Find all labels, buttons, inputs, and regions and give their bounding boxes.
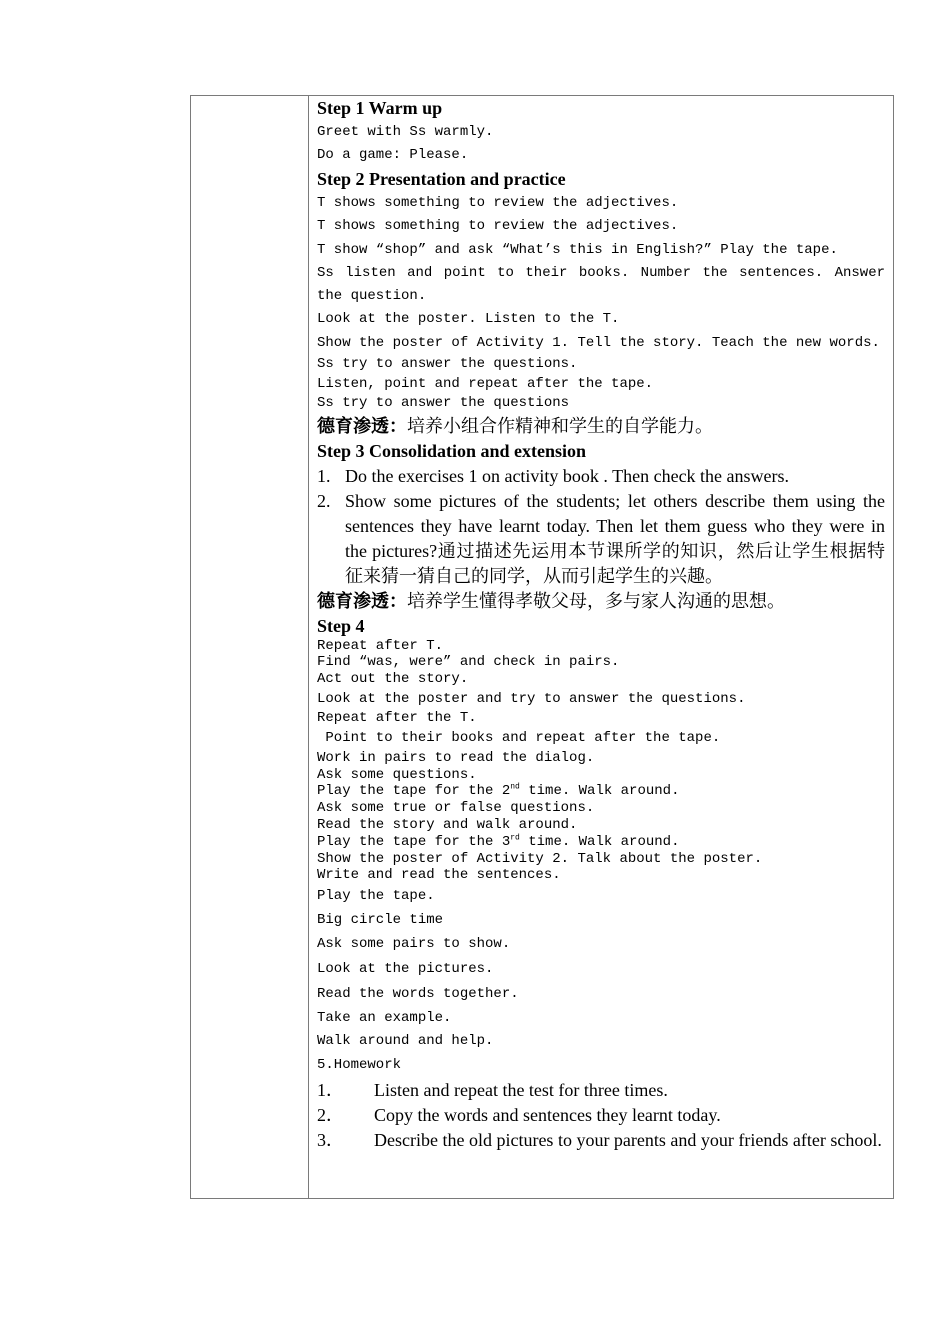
- step4-line: Play the tape.: [317, 888, 435, 905]
- moral-text: 培养学生懂得孝敬父母，多与家人沟通的思想。: [407, 590, 785, 611]
- step4-line: Point to their books and repeat after the tape.: [317, 729, 721, 746]
- list-item-text: Copy the words and sentences they learnt today.: [374, 1105, 721, 1126]
- step2-line: Show the poster of Activity 1. Tell the story. Teach the new words.: [317, 335, 880, 351]
- step4-line: [317, 834, 885, 851]
- step4-line: Find “was, were” and check in pairs.: [317, 654, 620, 671]
- step4-line: Walk around and help.: [317, 1033, 494, 1050]
- step4-line: [317, 783, 885, 800]
- homework-list: [317, 1078, 885, 1153]
- list-item-text: Do the exercises 1 on activity book . Then check the answers.: [345, 465, 790, 486]
- step2-line: T show “shop” and ask “What’s this in English?” Play the tape.: [317, 242, 838, 258]
- homework-heading: 5.Homework: [317, 1057, 402, 1074]
- list-item-number: 2．: [317, 1105, 344, 1126]
- lesson-content-cell: [317, 96, 885, 1153]
- step4-line: Read the story and walk around.: [317, 817, 578, 834]
- step4-line: Ask some true or false questions.: [317, 800, 595, 817]
- step2-line: Ss try to answer the questions.: [317, 356, 578, 372]
- step4-line: Show the poster of Activity 2. Talk about the poster.: [317, 850, 763, 867]
- step4-line: Look at the pictures.: [317, 961, 494, 978]
- step4-line: Write and read the sentences.: [317, 867, 561, 884]
- moral-label: 德育渗透：: [317, 415, 407, 436]
- step4-line: Repeat after T.: [317, 637, 444, 654]
- step1-line: Greet with Ss warmly.: [317, 124, 494, 140]
- step2-line: Look at the poster. Listen to the T.: [317, 311, 620, 327]
- step4-line: Big circle time: [317, 912, 444, 929]
- ordinal-suffix: rd: [510, 833, 520, 843]
- step2-heading: Step 2 Presentation and practice: [317, 169, 566, 189]
- step2-line: T shows something to review the adjectives.: [317, 218, 679, 234]
- step4-heading: Step 4: [317, 615, 365, 636]
- step2-line: T shows something to review the adjectives.: [317, 195, 679, 211]
- step4-line: Look at the poster and try to answer the questions.: [317, 690, 746, 707]
- list-item: [317, 1128, 885, 1153]
- ordinal-suffix: nd: [510, 782, 520, 792]
- tape-text: Play the tape for the 2: [317, 783, 511, 800]
- step1-line: Do a game: Please.: [317, 147, 469, 163]
- step2-paragraph: Ss listen and point to their books. Number the sentences. Answer the question.: [317, 265, 885, 304]
- step2-line: Listen, point and repeat after the tape.: [317, 375, 654, 392]
- step4-line: Repeat after the T.: [317, 709, 477, 726]
- step4-line: Ask some pairs to show.: [317, 936, 511, 953]
- step3-moral: [317, 589, 885, 614]
- step2-line: Ss try to answer the questions: [317, 395, 570, 411]
- list-item: [317, 464, 885, 489]
- list-item-text: Describe the old pictures to your parents and your friends after school.: [374, 1130, 882, 1151]
- list-item: [317, 489, 885, 589]
- moral-text: 培养小组合作精神和学生的自学能力。: [407, 415, 713, 436]
- step4-line: Work in pairs to read the dialog.: [317, 749, 595, 766]
- list-item-text: Show some pictures of the students; let others describe them using the sentences they have learnt today. Then let them guess who they were in the pictures?通过描述先运用本节课所学的知识，然后让学生根据特征来猜一猜自己的同学，从而引起学生的兴趣。: [345, 490, 885, 586]
- column-divider: [308, 95, 309, 1199]
- list-item-text: Listen and repeat the test for three times.: [374, 1080, 668, 1101]
- step3-list: [317, 464, 885, 589]
- list-item: [317, 1078, 885, 1103]
- list-item-number: 1.: [317, 465, 331, 486]
- tape-text: Play the tape for the 3: [317, 833, 511, 850]
- moral-label: 德育渗透：: [317, 590, 407, 611]
- list-item-number: 3．: [317, 1130, 344, 1151]
- tape-text: time. Walk around.: [519, 783, 680, 800]
- list-item-number: 1．: [317, 1080, 344, 1101]
- list-item: [317, 1103, 885, 1128]
- list-item-number: 2.: [317, 490, 331, 511]
- step1-heading: Step 1 Warm up: [317, 98, 443, 118]
- step4-line: Act out the story.: [317, 671, 469, 688]
- step4-line: Take an example.: [317, 1010, 452, 1027]
- step2-moral: [317, 414, 885, 439]
- step4-line: Ask some questions.: [317, 766, 477, 783]
- step3-heading: Step 3 Consolidation and extension: [317, 440, 587, 461]
- step4-line: Read the words together.: [317, 986, 519, 1003]
- tape-text: time. Walk around.: [519, 833, 680, 850]
